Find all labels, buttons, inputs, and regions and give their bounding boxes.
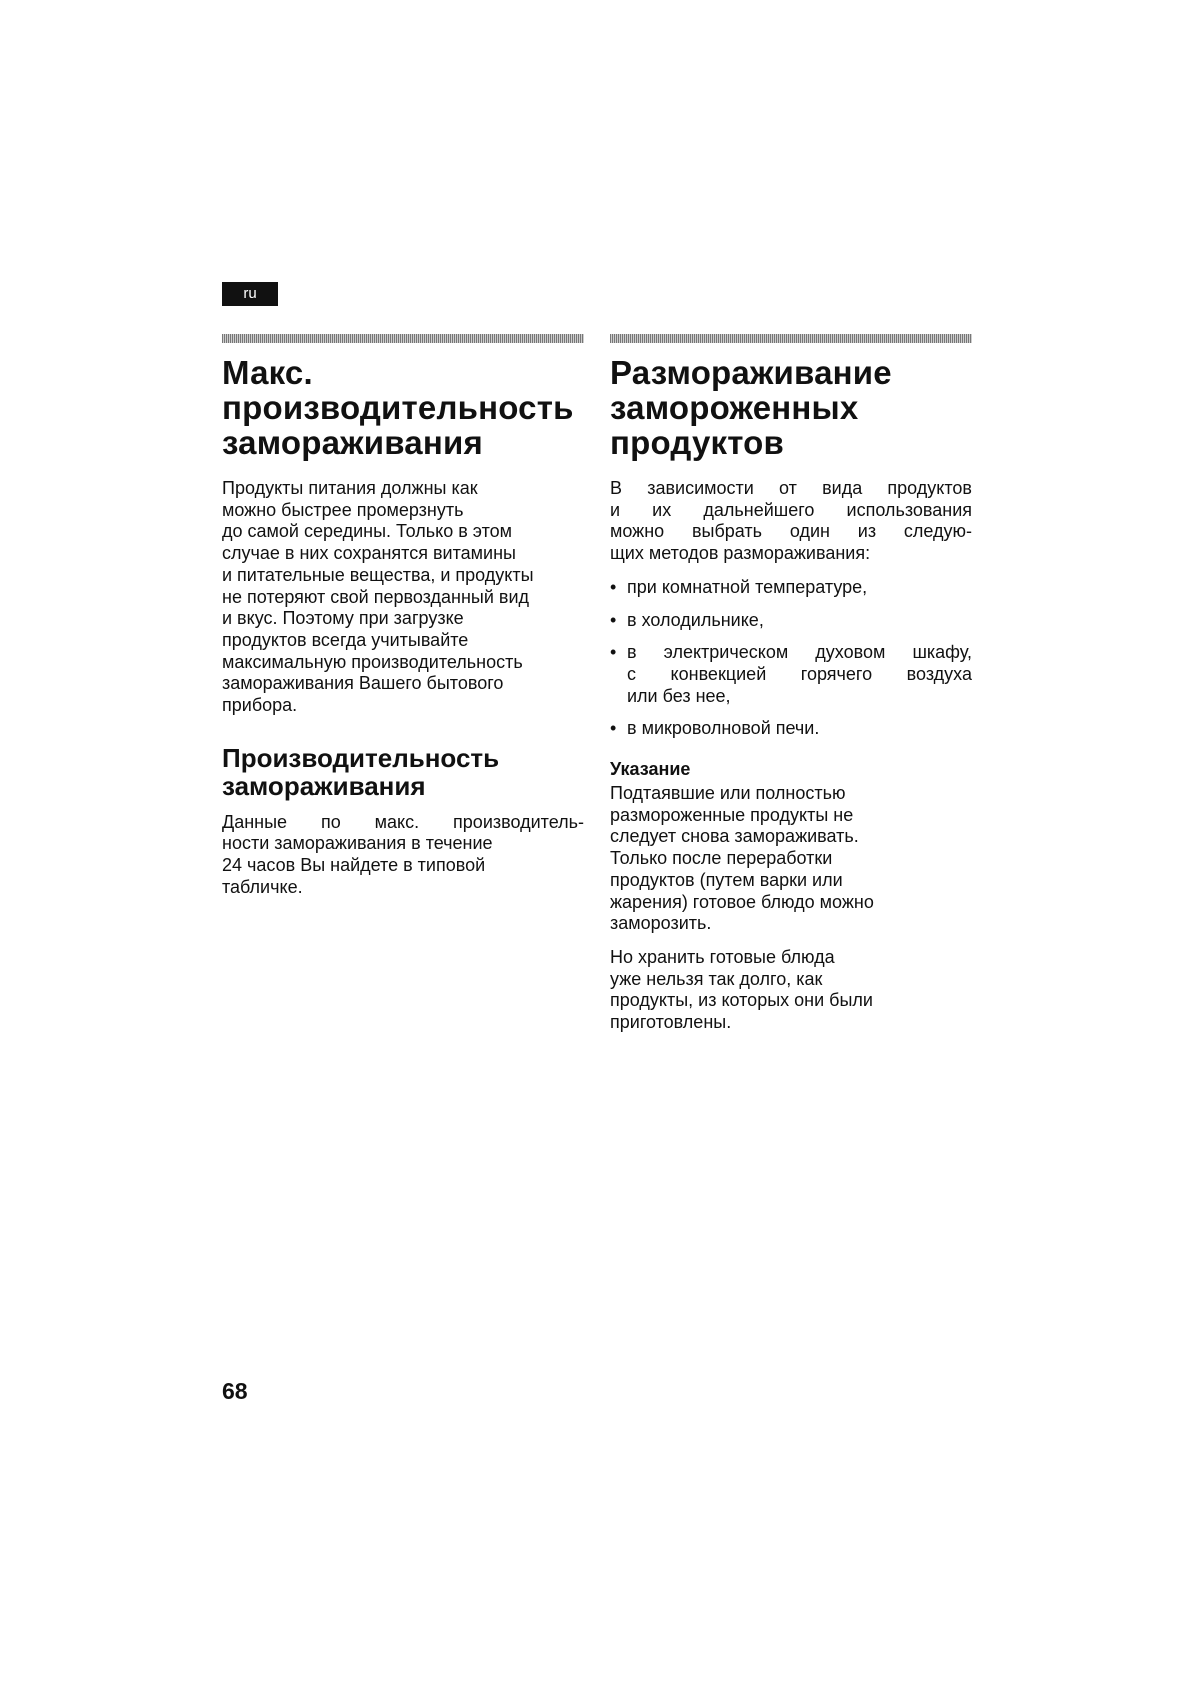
section-rule (610, 334, 972, 343)
subtitle-line: Производительность (222, 742, 500, 773)
text-line: прибора. (222, 695, 298, 716)
text-line: и их дальнейшего использования (610, 499, 972, 520)
text-line: табличке. (222, 876, 303, 897)
list-item (610, 577, 972, 599)
text-line: можно быстрее промерзнуть (222, 499, 464, 520)
title-line: замораживания (222, 424, 483, 461)
subtitle-line: замораживания (222, 770, 426, 801)
text-line: ности замораживания в течение (222, 833, 493, 854)
text-line: в холодильнике, (627, 609, 764, 630)
text-line: до самой середины. Только в этом (222, 521, 512, 542)
section-title-max-freezing (222, 355, 584, 460)
text-line: следует снова замораживать. (610, 826, 859, 847)
note-heading: Указание (610, 759, 691, 780)
text-line: заморозить. (610, 913, 712, 934)
text-line: Только после переработки (610, 848, 833, 869)
list-item (610, 718, 972, 740)
text-line: В зависимости от вида продуктов (610, 478, 972, 498)
text-line: 24 часов Вы найдете в типовой (222, 855, 486, 876)
right-column (610, 334, 972, 1034)
text-line: Но хранить готовые блюда (610, 946, 835, 967)
text-line: случае в них сохранятся витамины (222, 543, 516, 564)
bullet-icon: • (610, 576, 617, 597)
title-line: Макс. (222, 354, 313, 391)
section-title-defrosting (610, 355, 972, 460)
text-line: размороженные продукты не (610, 804, 854, 825)
text-line: щих методов размораживания: (610, 543, 871, 564)
text-line: продукты, из которых они были (610, 990, 873, 1011)
text-line: максимальную производительность (222, 651, 523, 672)
defrost-methods-list (610, 577, 972, 740)
text-line: жарения) готовое блюдо можно (610, 891, 874, 912)
bullet-icon: • (610, 642, 617, 663)
page-number: 68 (222, 1378, 248, 1404)
text-line: Данные по макс. производитель- (222, 811, 584, 832)
text-line: при комнатной температуре, (627, 576, 868, 597)
text-line: приготовлены. (610, 1012, 732, 1033)
text-line: замораживания Вашего бытового (222, 673, 504, 694)
left-column (222, 334, 584, 899)
intro-paragraph (222, 478, 584, 717)
title-line: замороженных (610, 389, 859, 426)
list-item (610, 642, 972, 707)
title-line: производительность (222, 389, 574, 426)
defrost-intro-paragraph (610, 478, 972, 565)
text-line: в электрическом духовом шкафу, (627, 642, 972, 663)
subsection-title-freezing-capacity (222, 744, 584, 800)
text-line: и питательные вещества, и продукты (222, 564, 534, 585)
text-line: продуктов (путем варки или (610, 869, 843, 890)
title-line: Размораживание (610, 354, 892, 391)
text-line: с конвекцией горячего воздуха (627, 663, 972, 684)
bullet-icon: • (610, 609, 617, 630)
text-line: и вкус. Поэтому при загрузке (222, 608, 464, 629)
text-line: продуктов всегда учитывайте (222, 629, 469, 650)
text-line: Подтаявшие или полностью (610, 783, 846, 804)
capacity-paragraph (222, 812, 584, 899)
section-rule (222, 334, 584, 343)
title-line: продуктов (610, 424, 785, 461)
note-paragraph (610, 783, 972, 935)
text-line: уже нельзя так долго, как (610, 968, 823, 989)
language-tag: ru (222, 282, 278, 306)
text-line: не потеряют свой первозданный вид (222, 586, 530, 607)
text-line: можно выбрать один из следую- (610, 521, 972, 542)
bullet-icon: • (610, 718, 617, 739)
final-paragraph (610, 947, 972, 1034)
text-line: Продукты питания должны как (222, 478, 478, 498)
text-line: в микроволновой печи. (627, 718, 820, 739)
text-line: или без нее, (627, 685, 731, 706)
list-item (610, 610, 972, 632)
